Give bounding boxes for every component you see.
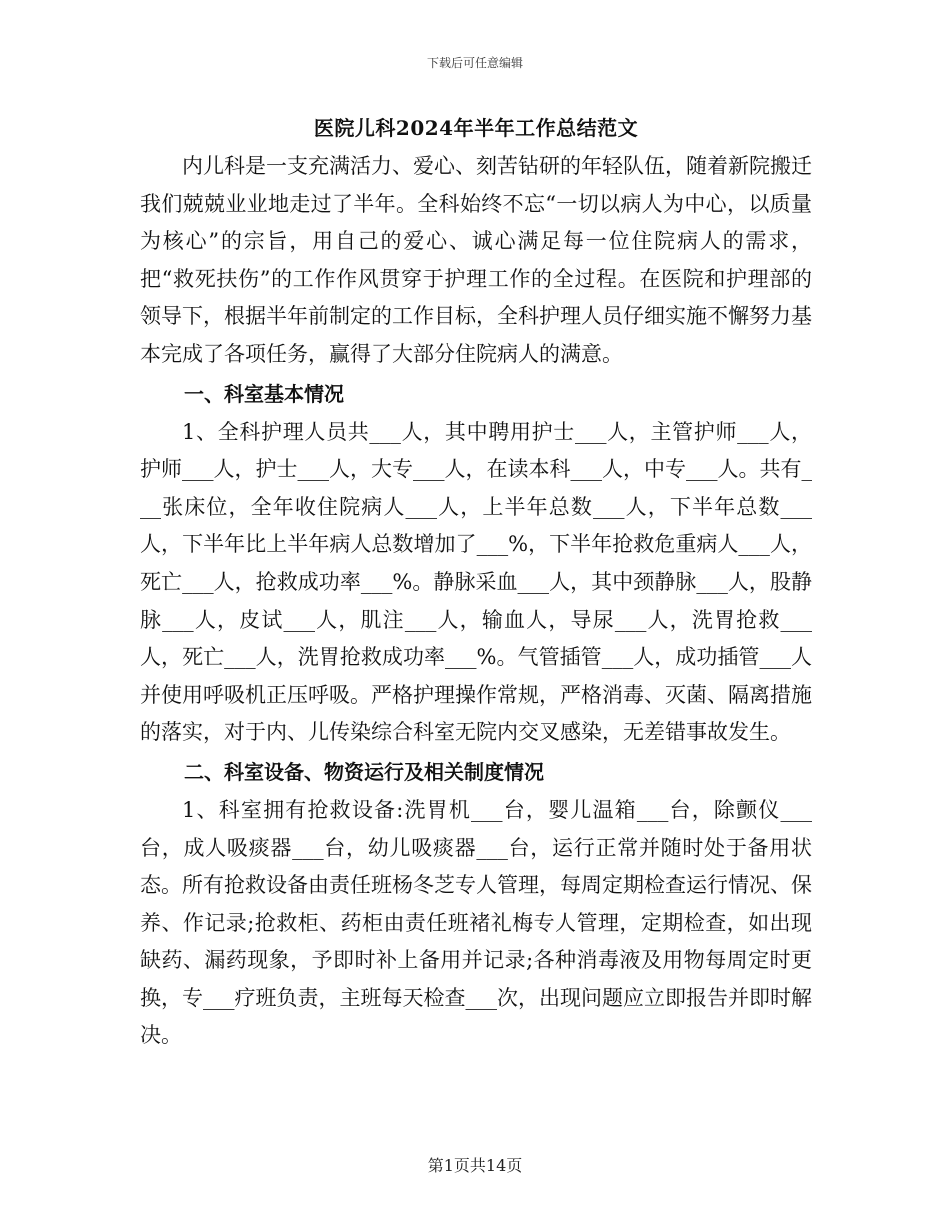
section-heading-equipment: 二、科室设备、物资运行及相关制度情况 [184, 759, 544, 784]
intro-paragraph: 内儿科是一支充满活力、爱心、刻苦钻研的年轻队伍，随着新院搬迁我们兢兢业业地走过了半年。全科始终不忘“一切以病人为中心，以质量为核心”的宗旨，用自己的爱心、诚心满足每一位住院病人的需求，把“救死扶伤”的工作作风贯穿于护理工作的全过程。在医院和护理部的领导下，根据半年前制定的工作目标，全科护理人员仔细实施不懈努力基本完成了各项任务，赢得了大部分住院病人的满意。 [140, 154, 812, 366]
page-number-footer: 第1页共14页 [427, 1156, 523, 1175]
section1-paragraph: 1、全科护理人员共___人，其中聘用护士___人，主管护师___人，护师___人，护士___人，大专___人，在读本科___人，中专___人。共有___张床位，全年收住院病人___人，上半年总数___人，下半年总数___人，下半年比上半年病人总数增加了___%，下半年抢救危重病人___人，死亡___人，抢救成功率___%。静脉采血___人，其中颈静脉___人，股静脉___人，皮试___人，肌注___人，输血人，导尿___人，洗胃抢救___人，死亡___人，洗胃抢救成功率___%。气管插管___人，成功插管___人并使用呼吸机正压呼吸。严格护理操作常规，严格消毒、灭菌、隔离措施的落实，对于内、儿传染综合科室无院内交叉感染，无差错事故发生。 [140, 419, 812, 745]
header-note: 下载后可任意编辑 [426, 56, 523, 70]
document-body [140, 112, 812, 1055]
section-heading-basic-info: 一、科室基本情况 [184, 381, 344, 406]
document-title: 医院儿科2024年半年工作总结范文 [313, 116, 639, 140]
section2-paragraph: 1、科室拥有抢救设备:洗胃机___台，婴儿温箱___台，除颤仪___台，成人吸痰器___台，幼儿吸痰器___台，运行正常并随时处于备用状态。所有抢救设备由责任班杨冬芝专人管理，每周定期检查运行情况、保养、作记录;抢救柜、药柜由责任班褚礼梅专人管理，定期检查，如出现缺药、漏药现象，予即时补上备用并记录;各种消毒液及用物每周定时更换，专___疗班负责，主班每天检查___次，出现问题应立即报告并即时解决。 [140, 797, 812, 1048]
